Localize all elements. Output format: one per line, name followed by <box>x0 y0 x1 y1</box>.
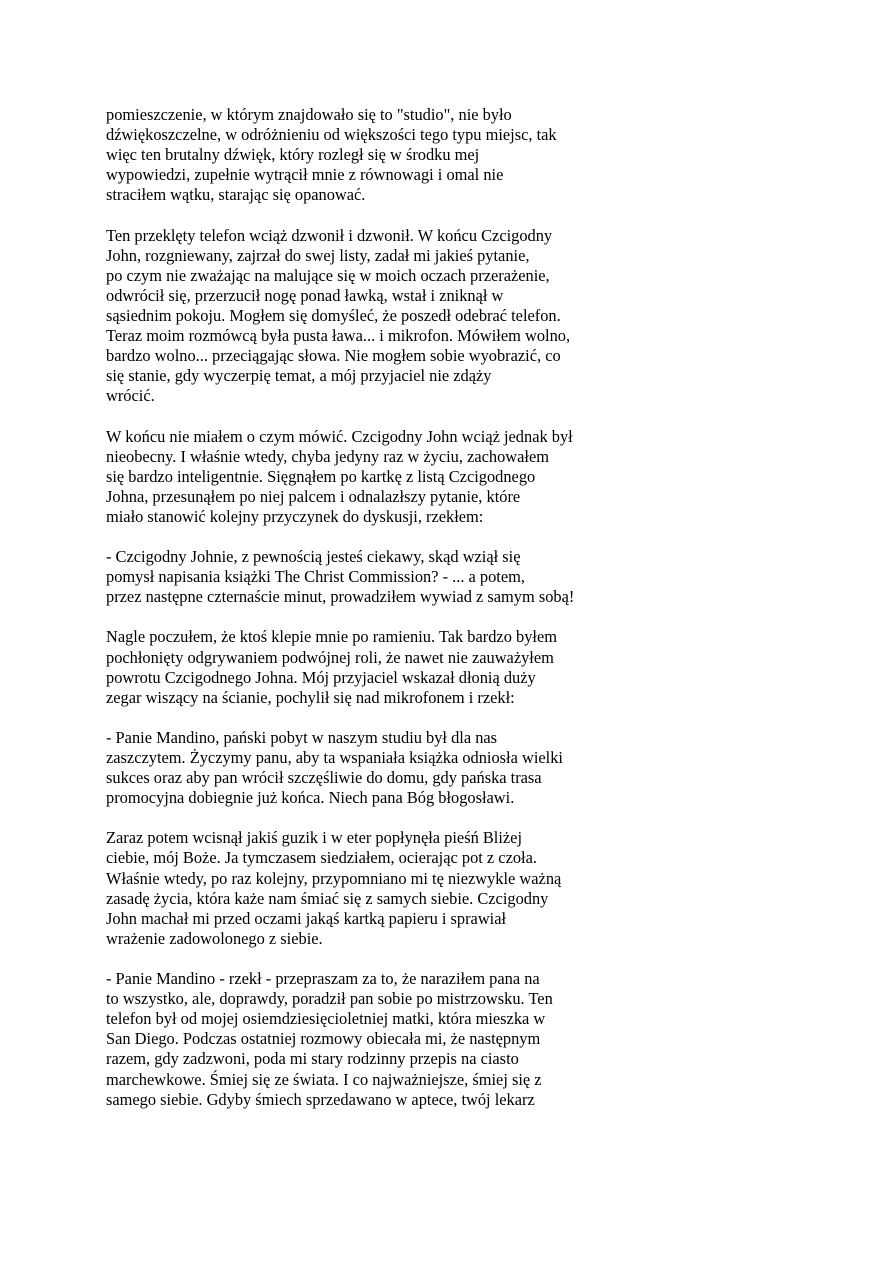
text-line: bardzo wolno... przeciągając słowa. Nie mogłem sobie wyobrazić, co <box>106 346 561 366</box>
text-line: - Panie Mandino, pański pobyt w naszym studiu był dla nas <box>106 727 498 747</box>
text-line: po czym nie zważając na malujące się w moich oczach przerażenie, <box>106 265 550 285</box>
text-line: pochłonięty odgrywaniem podwójnej roli, że nawet nie zauważyłem <box>106 647 554 667</box>
text-line: Właśnie wtedy, po raz kolejny, przypomniano mi tę niezwykle ważną <box>106 868 562 888</box>
text-line: więc ten brutalny dźwięk, który rozległ się w środku mej <box>106 145 480 165</box>
text-line: telefon był od mojej osiemdziesięcioletniej matki, która mieszka w <box>106 1009 546 1029</box>
text-line: miało stanowić kolejny przyczynek do dyskusji, rzekłem: <box>106 506 484 526</box>
paragraph <box>106 969 646 1110</box>
document-page <box>106 105 646 1130</box>
text-line: San Diego. Podczas ostatniej rozmowy obiecała mi, że następnym <box>106 1029 541 1049</box>
paragraph <box>106 226 646 407</box>
text-line: się bardzo inteligentnie. Sięgnąłem po kartkę z listą Czcigodnego <box>106 466 536 486</box>
paragraph <box>106 728 646 808</box>
text-line: Nagle poczułem, że ktoś klepie mnie po ramieniu. Tak bardzo byłem <box>106 627 557 647</box>
text-line: samego siebie. Gdyby śmiech sprzedawano w aptece, twój lekarz <box>106 1089 535 1109</box>
text-line: dźwiękoszczelne, w odróżnieniu od większości tego typu miejsc, tak <box>106 125 557 145</box>
text-line: promocyjna dobiegnie już końca. Niech pana Bóg błogosławi. <box>106 788 515 808</box>
text-line: - Czcigodny Johnie, z pewnością jesteś ciekawy, skąd wziął się <box>106 547 521 567</box>
paragraph <box>106 828 646 949</box>
text-line: sukces oraz aby pan wrócił szczęśliwie do domu, gdy pańska trasa <box>106 768 542 788</box>
text-line: to wszystko, ale, doprawdy, poradził pan sobie po mistrzowsku. Ten <box>106 989 553 1009</box>
text-line: Zaraz potem wcisnął jakiś guzik i w eter popłynęła pieśń Bliżej <box>106 828 523 848</box>
paragraph <box>106 627 646 707</box>
text-line: nieobecny. I właśnie wtedy, chyba jedyny raz w życiu, zachowałem <box>106 446 549 466</box>
text-line: zasadę życia, która każe nam śmiać się z samych siebie. Czcigodny <box>106 888 549 908</box>
text-line: zegar wiszący na ścianie, pochylił się nad mikrofonem i rzekł: <box>106 687 515 707</box>
text-line: pomysł napisania książki The Christ Commission? - ... a potem, <box>106 567 525 587</box>
text-line: John, rozgniewany, zajrzał do swej listy, zadał mi jakieś pytanie, <box>106 245 530 265</box>
text-line: wypowiedzi, zupełnie wytrącił mnie z równowagi i omal nie <box>106 165 504 185</box>
text-line: marchewkowe. Śmiej się ze świata. I co najważniejsze, śmiej się z <box>106 1069 542 1089</box>
text-line: wrócić. <box>106 386 155 406</box>
text-line: - Panie Mandino - rzekł - przepraszam za to, że naraziłem pana na <box>106 969 540 989</box>
text-line: powrotu Czcigodnego Johna. Mój przyjaciel wskazał dłonią duży <box>106 667 536 687</box>
text-line: John machał mi przed oczami jakąś kartką papieru i sprawiał <box>106 908 507 928</box>
text-line: pomieszczenie, w którym znajdowało się to "studio", nie było <box>106 105 512 124</box>
text-line: ciebie, mój Boże. Ja tymczasem siedziałem, ocierając pot z czoła. <box>106 848 537 868</box>
text-line: przez następne czternaście minut, prowadziłem wywiad z samym sobą! <box>106 587 575 607</box>
text-line: wrażenie zadowolonego z siebie. <box>106 928 323 948</box>
paragraph <box>106 427 646 527</box>
text-line: razem, gdy zadzwoni, poda mi stary rodzinny przepis na ciasto <box>106 1049 519 1069</box>
text-line: W końcu nie miałem o czym mówić. Czcigodny John wciąż jednak był <box>106 426 573 446</box>
text-line: zaszczytem. Życzymy panu, aby ta wspaniała książka odniosła wielki <box>106 748 563 767</box>
text-line: Teraz moim rozmówcą była pusta ława... i mikrofon. Mówiłem wolno, <box>106 326 571 346</box>
text-line: straciłem wątku, starając się opanować. <box>106 185 366 205</box>
text-line: odwrócił się, przerzucił nogę ponad ławką, wstał i zniknął w <box>106 285 504 305</box>
text-line: sąsiednim pokoju. Mogłem się domyśleć, że poszedł odebrać telefon. <box>106 305 561 325</box>
text-line: się stanie, gdy wyczerpię temat, a mój przyjaciel nie zdąży <box>106 366 492 386</box>
text-line: Ten przeklęty telefon wciąż dzwonił i dzwonił. W końcu Czcigodny <box>106 225 553 245</box>
paragraph <box>106 105 646 205</box>
paragraph <box>106 547 646 607</box>
text-line: Johna, przesunąłem po niej palcem i odnalazłszy pytanie, które <box>106 486 521 506</box>
